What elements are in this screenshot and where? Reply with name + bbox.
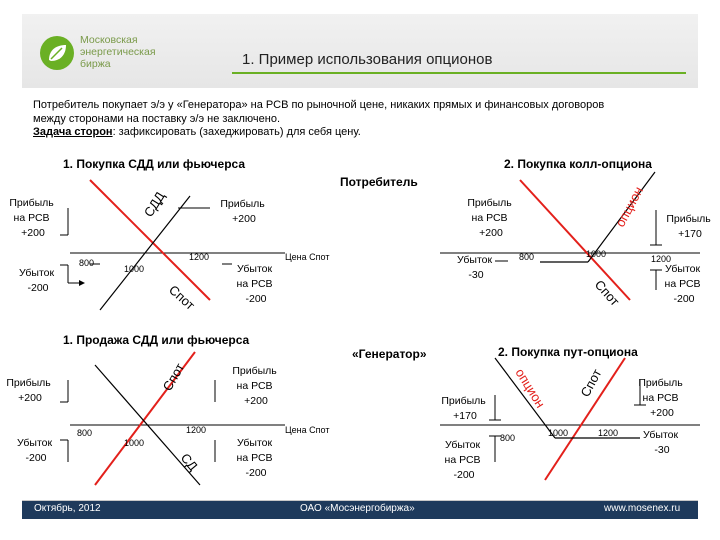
footer-url[interactable]: www.mosenex.ru [604, 503, 681, 514]
intro-line-1: Потребитель покупает э/э у «Генератора» на РСВ по рыночной цене, никаких прямых и финансовых договоров [33, 99, 605, 111]
footer-date: Октябрь, 2012 [34, 503, 101, 514]
spot-line-label: Спот [165, 282, 198, 313]
tick-label-1000: 1000 [548, 428, 569, 438]
panel-buy-put [440, 345, 700, 481]
profit-right-label: Прибыль на РСВ +200 [638, 377, 683, 419]
loss-left-label: Убыток -200 [18, 267, 55, 294]
task-label: Задача сторон [33, 126, 113, 138]
axis-label: Цена Спот [285, 252, 330, 262]
forward-line-label: СДД [140, 188, 168, 220]
spot-line-label: Спот [159, 360, 188, 394]
footer-company: ОАО «Мосэнергобиржа» [300, 503, 415, 514]
loss-left-label: Убыток -200 [16, 437, 53, 464]
panel-heading: 1. Покупка СДД или фьючерса [63, 157, 246, 171]
tick-label-1000: 1000 [124, 438, 145, 448]
panel-buy-forward [9, 157, 329, 313]
tick-label-800: 800 [77, 428, 93, 438]
generator-label: «Генератор» [352, 347, 427, 361]
loss-right-label: Убыток на РСВ -200 [236, 263, 273, 305]
loss-left-label: Убыток -30 [456, 254, 493, 281]
tick-label-1200: 1200 [598, 428, 619, 438]
profit-left-label: Прибыль +170 [441, 395, 486, 422]
tick-label-1000: 1000 [124, 264, 145, 274]
axis-label: Цена Спот [285, 425, 330, 435]
loss-right-label: Убыток на РСВ -200 [664, 263, 701, 305]
task-text: : зафиксировать (захеджировать) для себя цену. [112, 126, 361, 138]
profit-right-label: Прибыль +200 [220, 198, 265, 225]
forward-line-label: СД [177, 450, 201, 474]
tick-label-1200: 1200 [189, 252, 210, 262]
profit-left-label: Прибыль на РСВ +200 [467, 197, 512, 239]
tick-label-800: 800 [519, 252, 535, 262]
tick-label-1200: 1200 [186, 425, 207, 435]
tick-label-1200: 1200 [651, 254, 672, 264]
profit-right-label: Прибыль на РСВ +200 [232, 365, 277, 407]
profit-right-label: Прибыль +170 [666, 213, 711, 240]
put-line-label: опцион [512, 365, 549, 411]
loss-right-label: Убыток на РСВ -200 [236, 437, 273, 479]
panel-heading: 2. Покупка колл-опциона [504, 157, 652, 171]
logo-text: Московская энергетическая биржа [80, 34, 156, 70]
call-line-label: опцион [612, 184, 647, 230]
spot-line-label: Спот [591, 276, 623, 309]
intro-line-2: между сторонами на поставку э/э не заключено. [33, 112, 281, 125]
page-title: 1. Пример использования опционов [242, 51, 493, 68]
tick-label-800: 800 [79, 258, 95, 268]
spot-line-label: Спот [577, 366, 605, 400]
panel-buy-call [440, 157, 714, 309]
tick-label-1000: 1000 [586, 249, 607, 259]
loss-left-label: Убыток на РСВ -200 [444, 439, 481, 481]
panel-sell-forward [6, 333, 329, 485]
spot-line [520, 180, 630, 300]
loss-right-label: Убыток -30 [642, 429, 679, 456]
panel-heading: 2. Покупка пут-опциона [498, 345, 638, 359]
profit-left-label: Прибыль +200 [6, 377, 51, 404]
panel-heading: 1. Продажа СДД или фьючерса [63, 333, 250, 347]
profit-left-label: Прибыль на РСВ +200 [9, 197, 54, 239]
tick-label-800: 800 [500, 433, 516, 443]
consumer-label: Потребитель [340, 175, 418, 189]
